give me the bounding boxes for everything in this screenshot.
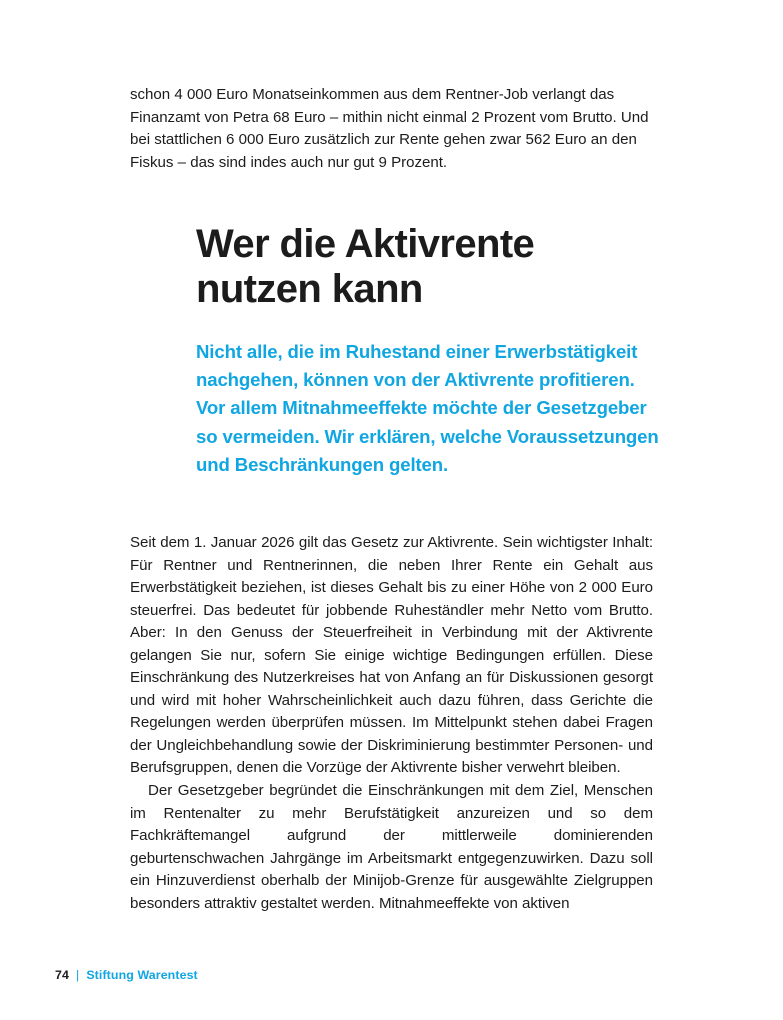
headline-line-1: Wer die Aktivrente <box>196 222 535 266</box>
body-paragraph-2: Der Gesetzgeber begründet die Einschränkungen mit dem Ziel, Menschen im Rentenalter zu mehr Berufstätigkeit anzureizen und so dem Fachkräftemangel aufgrund der mittlerweile dominierenden geburtenschwachen Jahrgänge im Arbeitsmarkt entgegenzuwirken. Dazu soll ein Hinzuverdienst oberhalb der Minijob-Grenze für ausgewählte Zielgruppen besonders attraktiv gestaltet werden. Mitnahmeeffekte von aktiven <box>130 782 653 912</box>
footer-separator: | <box>75 968 80 982</box>
headline-line-2: nutzen kann <box>196 267 423 311</box>
footer-page-number: 74 <box>55 968 69 982</box>
article-lead: Nicht alle, die im Ruhestand einer Erwerbstätigkeit nachgehen, können von der Aktivrente profitieren. Vor allem Mitnahmeeffekte möchte der Gesetzgeber so vermeiden. Wir erklären, welche Voraussetzungen und Beschränkungen gelten. <box>196 341 659 475</box>
footer-publisher: Stiftung Warentest <box>86 968 198 982</box>
body-paragraph-1: Seit dem 1. Januar 2026 gilt das Gesetz zur Aktivrente. Sein wichtigster Inhalt: Für Rentner und Rentnerinnen, die neben Ihrer Rente ein Gehalt aus Erwerbstätigkeit beziehen, ist dieses Gehalt bis zu einer Höhe von 2 000 Euro steuerfrei. Das bedeutet für jobbende Ruheständler mehr Netto vom Brutto. Aber: In den Genuss der Steuerfreiheit in Verbindung mit der Aktivrente gelangen Sie nur, sofern Sie einige wichtige Bedingungen erfüllen. Diese Einschränkung des Nutzerkreises hat von Anfang an für Diskussionen gesorgt und wird mit hoher Wahrscheinlichkeit auch dazu führen, dass Gerichte die Regelungen werden überprüfen müssen. Im Mittelpunkt stehen dabei Fragen der Ungleichbehandlung sowie der Diskriminierung bestimmter Personen- und Berufsgruppen, denen die Vorzüge der Aktivrente bisher verwehrt bleiben. <box>130 534 653 777</box>
page-footer <box>55 968 198 982</box>
intro-paragraph: schon 4 000 Euro Monatseinkommen aus dem Rentner-Job verlangt das Finanzamt von Petra 68 Euro – mithin nicht einmal 2 Prozent vom Brutto. Und bei stattlichen 6 000 Euro zusätzlich zur Rente gehen zwar 562 Euro an den Fiskus – das sind indes auch nur gut 9 Prozent. <box>130 86 649 171</box>
article-body <box>130 532 653 915</box>
intro-paragraph-block <box>130 84 652 174</box>
headline-block <box>196 222 666 312</box>
lead-block <box>196 338 666 479</box>
article-headline <box>196 222 666 312</box>
